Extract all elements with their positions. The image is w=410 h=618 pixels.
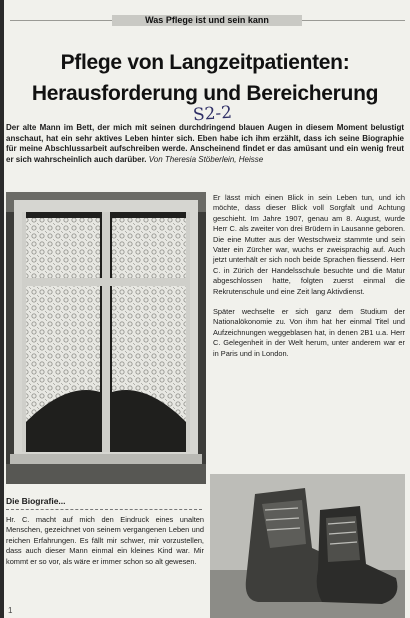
section-heading: Die Biografie... bbox=[6, 496, 66, 506]
body-paragraph-1: Er lässt mich einen Blick in sein Leben tun, und ich möchte, dass dieser Blick voll Sorgfalt und Achtung geschieht. Im Jahre 1907, genau am 8. August, wurde Herr C. als zweiter von drei Brüdern in Lausanne geboren. Die eine Mutter aus der Westschweiz stammte und sein Vater ein Zürcher war, wuchs er zweisprachig auf. Auch jetzt unterhält er sich noch beide Sprachen fliessend. Herr C. in Zürich der Handelsschule besuchte und die Matur abgeschlossen hatte, folgten zuerst einmal die Rekrutenschule und eine Zeit lang Aktivdienst. bbox=[213, 193, 405, 296]
footer-page-mark: 1 bbox=[8, 606, 13, 615]
handwritten-annotation: S2-2 bbox=[192, 102, 233, 126]
boots-photo bbox=[210, 474, 405, 618]
byline: Von Theresia Stöberlein, Heisse bbox=[148, 154, 264, 164]
body-column-left: Hr. C. macht auf mich den Eindruck eines unalten Menschen, gezeichnet von seinem vergangenen Leben und reichen Erfahrungen. Es fällt mir schwer, mir vorzustellen, dass auch dieser Mann einmal ein kleines Kind war. Mir kommt er so vor, als wäre er immer schon so alt gewesen. bbox=[6, 515, 204, 566]
intro-text: Der alte Mann im Bett, der mich mit seinen durchdringend blauen Augen in diesem Moment belustigt anschaut, hat ein sehr aktives Leben hinter sich. Eben habe ich ihm erzählt, dass ich seine Biographie für meine Abschlussarbeit aufschreiben werde. Anscheinend findet er das amüsant und ein wenig freut er sich wahrscheinlich auch darüber. bbox=[6, 123, 404, 164]
section-rule bbox=[6, 509, 202, 510]
intro-paragraph bbox=[6, 123, 404, 165]
headline-line-1: Pflege von Langzeitpatienten: bbox=[60, 51, 350, 74]
body-column-right bbox=[213, 193, 405, 369]
window-photo bbox=[6, 192, 206, 484]
section-kicker: Was Pflege ist und sein kann bbox=[112, 15, 302, 26]
body-paragraph-2: Später wechselte er sich ganz dem Studium der Nationalökonomie zu. Von ihm hat her einmal Titel und Aufzeichnungen weggeblasen hat, in denen 2B1 u.a. Herr C. Gelegenheit in der Welt herum, unter anderem war er in Paris und in London. bbox=[213, 307, 405, 358]
headline-line-2: Herausforderung und Bereicherung bbox=[31, 82, 379, 105]
